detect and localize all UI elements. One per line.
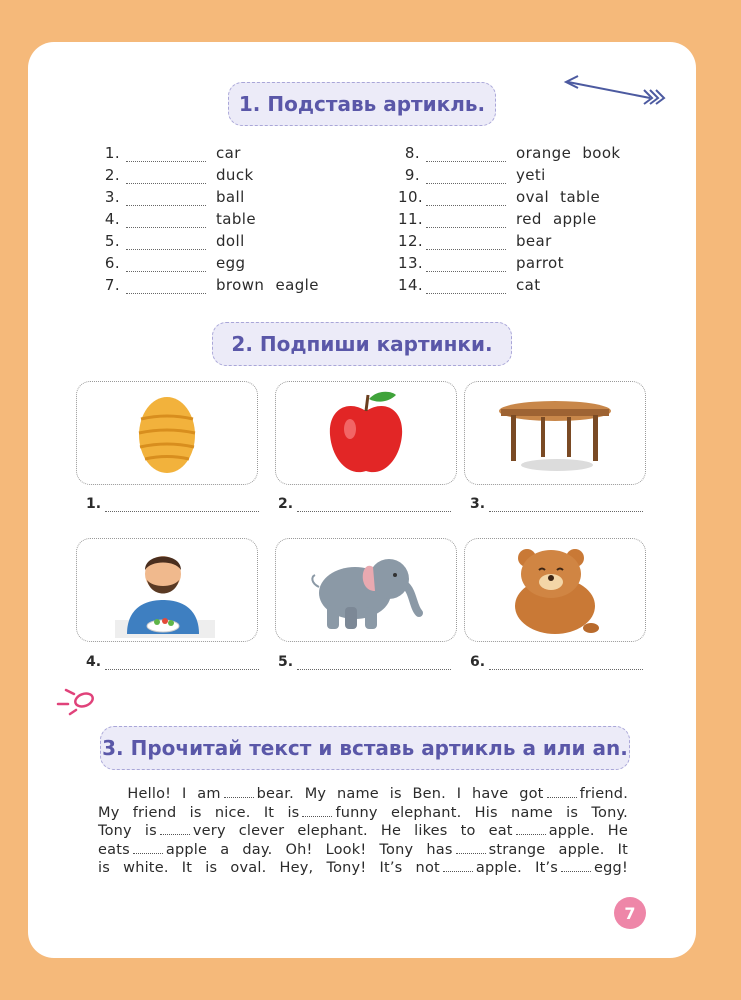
answer-field[interactable]	[86, 496, 259, 512]
answer-blank[interactable]	[126, 279, 206, 294]
exercise-item	[98, 228, 319, 250]
item-word: red apple	[516, 210, 597, 228]
item-word: bear	[516, 232, 552, 250]
exercise-item	[98, 206, 319, 228]
answer-blank[interactable]	[426, 191, 506, 206]
exercise1-title: 1. Подставь артикль.	[228, 82, 496, 126]
text-segment: apple. It’s	[475, 860, 559, 877]
item-number: 5.	[104, 232, 120, 250]
bear-icon	[505, 544, 605, 636]
answer-blank[interactable]	[426, 257, 506, 272]
item-word: oval table	[516, 188, 601, 206]
answer-field[interactable]	[278, 654, 451, 670]
answer-blank[interactable]	[126, 147, 206, 162]
item-number: 7.	[104, 276, 120, 294]
exercise3-title: 3. Прочитай текст и вставь артикль a или an.	[100, 726, 630, 770]
item-word: doll	[216, 232, 245, 250]
exercise1-left-column	[98, 140, 319, 294]
article-blank[interactable]	[224, 789, 254, 798]
item-number: 11.	[398, 210, 424, 228]
picture-card	[76, 381, 258, 485]
table-icon	[495, 393, 615, 473]
item-number: 4.	[104, 210, 120, 228]
text-segment: eats	[98, 841, 130, 858]
answer-field[interactable]	[278, 496, 451, 512]
exercise-item	[398, 228, 621, 250]
item-word: car	[216, 144, 241, 162]
man-eating-icon	[107, 542, 227, 638]
text-segment: apple. He	[548, 823, 629, 840]
arrow-icon	[560, 72, 666, 112]
exercise-item	[398, 184, 621, 206]
article-blank[interactable]	[456, 845, 486, 854]
picture-card	[464, 381, 646, 485]
item-word: cat	[516, 276, 541, 294]
item-number: 14.	[398, 276, 424, 294]
text-segment: funny elephant. His name is Tony.	[335, 804, 628, 821]
article-blank[interactable]	[547, 789, 577, 798]
answer-field[interactable]	[470, 496, 643, 512]
item-number: 10.	[398, 188, 424, 206]
exercise-item	[398, 272, 621, 294]
answer-blank[interactable]	[426, 213, 506, 228]
text-segment: very clever elephant. He likes to eat	[192, 823, 513, 840]
text-segment: friend.	[579, 786, 628, 802]
answer-blank[interactable]	[126, 169, 206, 184]
item-word: ball	[216, 188, 245, 206]
article-blank[interactable]	[302, 808, 332, 817]
picture-card	[76, 538, 258, 642]
answer-number: 5.	[278, 654, 294, 670]
item-word: parrot	[516, 254, 564, 272]
text-segment: egg!	[594, 860, 628, 877]
answer-number: 2.	[278, 496, 294, 512]
item-number: 6.	[104, 254, 120, 272]
answer-blank[interactable]	[426, 235, 506, 250]
answer-number: 1.	[86, 496, 102, 512]
picture-card	[275, 381, 457, 485]
exercise1-right-column	[398, 140, 621, 294]
text-segment: bear. My name is Ben. I have got	[256, 786, 544, 802]
text-segment: Tony is	[98, 823, 157, 840]
answer-number: 6.	[470, 654, 486, 670]
item-word: duck	[216, 166, 254, 184]
picture-card	[464, 538, 646, 642]
item-word: yeti	[516, 166, 546, 184]
text-segment: is white. It is oval. Hey, Tony! It’s not	[98, 860, 440, 877]
article-blank[interactable]	[443, 863, 473, 872]
item-number: 12.	[398, 232, 424, 250]
article-blank[interactable]	[516, 826, 546, 835]
text-segment: Hello! I am	[127, 786, 221, 802]
item-number: 3.	[104, 188, 120, 206]
page-number-badge: 7	[614, 897, 646, 929]
item-number: 2.	[104, 166, 120, 184]
answer-number: 4.	[86, 654, 102, 670]
answer-blank[interactable]	[126, 213, 206, 228]
exercise-item	[398, 140, 621, 162]
answer-blank[interactable]	[126, 257, 206, 272]
sparkle-decoration-icon	[52, 682, 98, 722]
exercise-item	[98, 162, 319, 184]
article-blank[interactable]	[133, 845, 163, 854]
exercise-item	[98, 272, 319, 294]
answer-blank[interactable]	[126, 235, 206, 250]
egg-icon	[132, 389, 202, 477]
answer-field[interactable]	[86, 654, 259, 670]
exercise-item	[398, 206, 621, 228]
item-number: 13.	[398, 254, 424, 272]
exercise-item	[398, 250, 621, 272]
item-word: brown eagle	[216, 276, 319, 294]
elephant-icon	[301, 547, 431, 633]
answer-blank[interactable]	[126, 191, 206, 206]
exercise-item	[98, 250, 319, 272]
apple-icon	[326, 387, 406, 479]
item-word: orange book	[516, 144, 621, 162]
item-number: 9.	[404, 166, 420, 184]
answer-blank[interactable]	[426, 147, 506, 162]
answer-blank[interactable]	[426, 169, 506, 184]
answer-number: 3.	[470, 496, 486, 512]
answer-blank[interactable]	[426, 279, 506, 294]
exercise-item	[398, 162, 621, 184]
answer-field[interactable]	[470, 654, 643, 670]
exercise-item	[98, 140, 319, 162]
exercise2-title: 2. Подпиши картинки.	[212, 322, 512, 366]
text-segment: strange apple. It	[488, 841, 628, 858]
article-blank[interactable]	[160, 826, 190, 835]
item-number: 8.	[404, 144, 420, 162]
exercise3-text	[98, 785, 628, 878]
item-word: table	[216, 210, 256, 228]
text-segment: My friend is nice. It is	[98, 804, 300, 821]
text-segment: apple a day. Oh! Look! Tony has	[165, 841, 453, 858]
item-word: egg	[216, 254, 246, 272]
picture-card	[275, 538, 457, 642]
exercise-item	[98, 184, 319, 206]
article-blank[interactable]	[561, 863, 591, 872]
item-number: 1.	[104, 144, 120, 162]
